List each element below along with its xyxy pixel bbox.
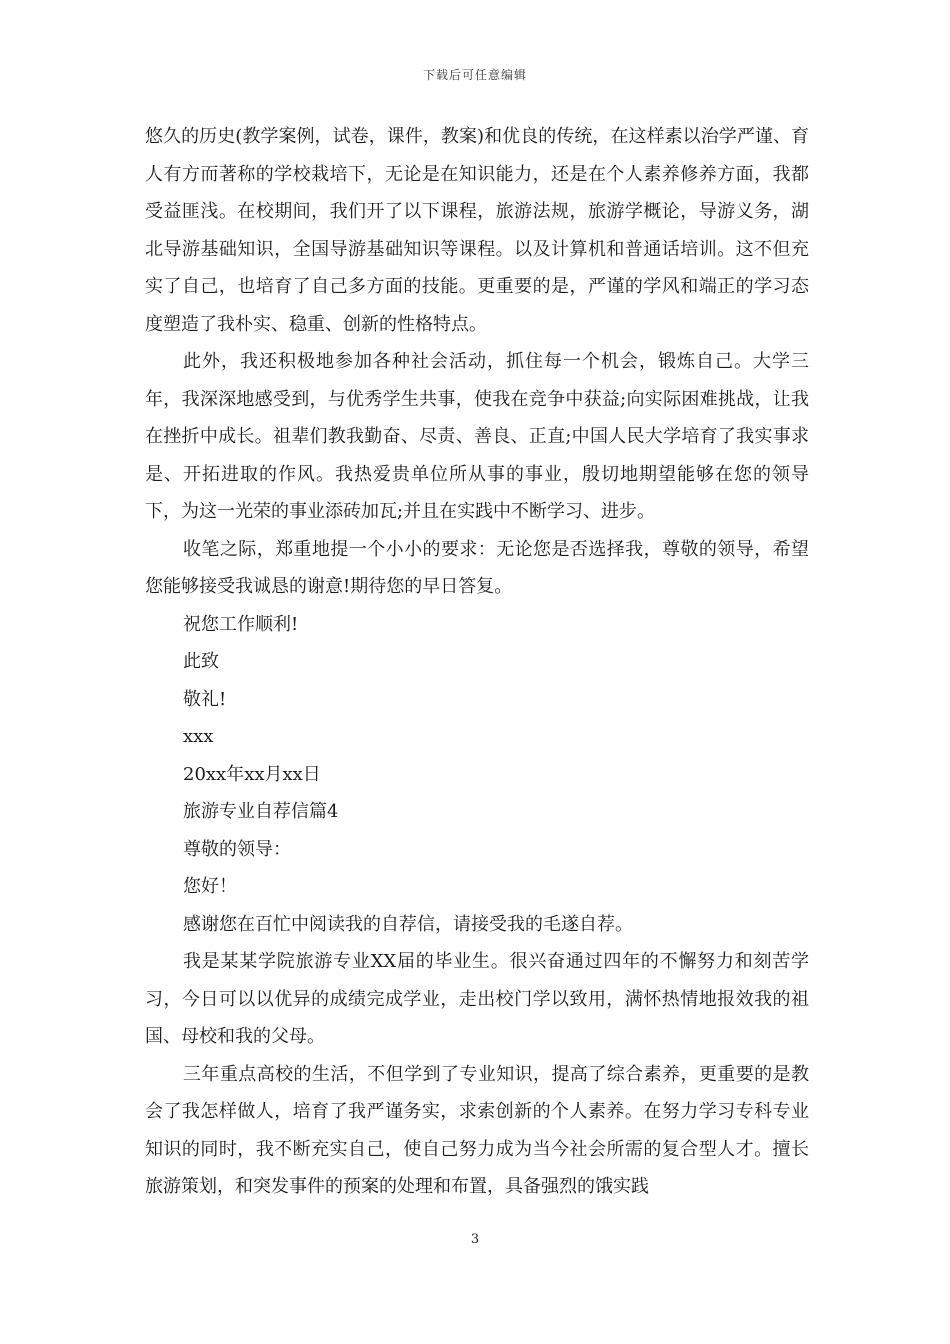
letter-hello: 您好！ [183, 876, 237, 897]
document-body [145, 118, 809, 1206]
letter-greeting: 尊敬的领导： [183, 838, 291, 860]
paragraph-closing-request: 收笔之际，郑重地提一个小小的要求：无论您是否选择我，尊敬的领导，希望您能够接受我诚恳的谢意!期待您的早日答复。 [145, 538, 809, 597]
page-header: 下载后可任意编辑 [422, 68, 527, 82]
section-title: 旅游专业自荐信篇4 [183, 801, 339, 822]
paragraph-thanks: 感谢您在百忙中阅读我的自荐信，请接受我的毛遂自荐。 [183, 913, 633, 935]
paragraph-college-life: 三年重点高校的生活，不但学到了专业知识，提高了综合素养，更重要的是教会了我怎样做人，培育了我严谨务实，求索创新的个人素养。在努力学习专科专业知识的同时，我不断充实自己，使自己努力成为当今社会所需的复合型人才。擅长旅游策划，和突发事件的预案的处理和布置，具备强烈的饿实践 [145, 1063, 809, 1197]
paragraph-intro: 我是某某学院旅游专业XX届的毕业生。很兴奋通过四年的不懈努力和刻苦学习，今日可以以优异的成绩完成学业，走出校门学以致用，满怀热情地报效我的祖国、母校和我的父母。 [145, 951, 809, 1047]
signature-name: xxx [183, 726, 214, 747]
signature-date: 20xx年xx月xx日 [183, 763, 321, 785]
closing-regards: 敬礼! [183, 688, 227, 710]
paragraph-continuation: 悠久的历史(教学案例，试卷，课件，教案)和优良的传统，在这样素以治学严谨、育人有方而著称的学校栽培下，无论是在知识能力，还是在个人素养修养方面，我都受益匪浅。在校期间，我们开了以下课程，旅游法规，旅游学概论，导游义务，湖北导游基础知识，全国导游基础知识等课程。以及计算机和普通话培训。这不但充实了自己，也培育了自己多方面的技能。更重要的是，严谨的学风和端正的学习态度塑造了我朴实、稳重、创新的性格特点。 [145, 126, 809, 335]
paragraph-activities: 此外，我还积极地参加各种社会活动，抓住每一个机会，锻炼自己。大学三年，我深深地感受到，与优秀学生共事，使我在竞争中获益;向实际困难挑战，让我在挫折中成长。祖辈们教我勤奋、尽责、善良、正直;中国人民大学培育了我实事求是、开拓进取的作风。我热爱贵单位所从事的事业，殷切地期望能够在您的领导下，为这一光荣的事业添砖加瓦;并且在实践中不断学习、进步。 [145, 351, 809, 522]
page-number: 3 [470, 1232, 480, 1247]
closing-wish: 祝您工作顺利! [183, 613, 299, 635]
closing-salutation: 此致 [183, 651, 219, 672]
